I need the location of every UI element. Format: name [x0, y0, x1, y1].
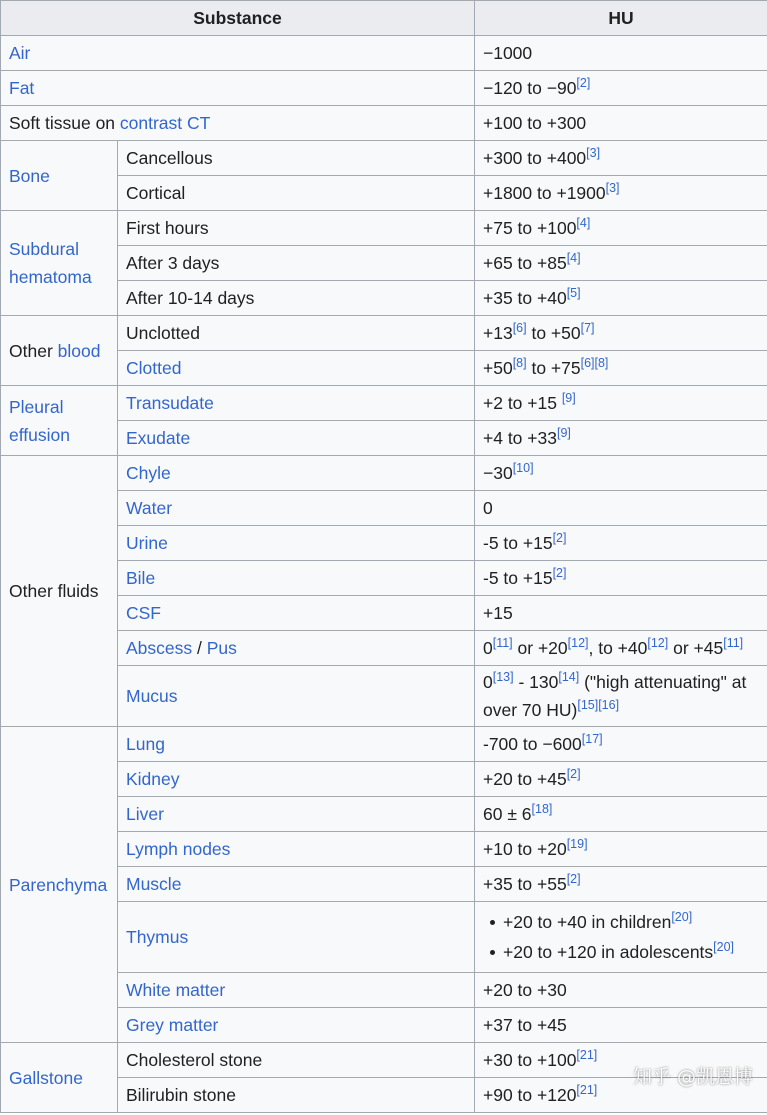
ref-link[interactable]: [3]: [605, 181, 620, 196]
hu-value: +15: [475, 596, 767, 631]
substance-label: Cortical: [118, 176, 475, 211]
hu-value: or +45: [668, 638, 724, 658]
ref-link[interactable]: [14]: [558, 670, 580, 685]
link-gallstone[interactable]: Gallstone: [9, 1067, 83, 1088]
link-thymus[interactable]: Thymus: [126, 927, 189, 947]
link-clotted[interactable]: Clotted: [126, 358, 182, 378]
link-pus[interactable]: Pus: [206, 638, 237, 658]
hu-value: +20 to +45: [483, 769, 567, 789]
link-white-matter[interactable]: White matter: [126, 980, 226, 1000]
ref-link[interactable]: [10]: [512, 461, 534, 476]
ref-link[interactable]: [13]: [492, 670, 514, 685]
hu-value: - 130: [513, 672, 559, 692]
group-label: Other fluids: [1, 456, 118, 727]
table-row: [1, 316, 767, 351]
hu-value: +300 to +400: [483, 148, 587, 168]
link-mucus[interactable]: Mucus: [126, 686, 178, 706]
link-kidney[interactable]: Kidney: [126, 769, 180, 789]
hu-value: +37 to +45: [475, 1008, 767, 1043]
link-bile[interactable]: Bile: [126, 568, 156, 588]
hu-header: HU: [475, 1, 767, 36]
substance-label: After 3 days: [118, 246, 475, 281]
hu-value: +4 to +33: [483, 428, 557, 448]
link-urine[interactable]: Urine: [126, 533, 168, 553]
hu-value: +50: [483, 358, 513, 378]
link-water[interactable]: Water: [126, 498, 173, 518]
ref-link[interactable]: [6][8]: [580, 356, 609, 371]
hu-value: +20 to +30: [475, 973, 767, 1008]
hu-value: or +20: [512, 638, 568, 658]
hu-value: −1000: [475, 36, 767, 71]
ref-link[interactable]: [9]: [556, 426, 571, 441]
ref-link[interactable]: [2]: [552, 531, 567, 546]
hu-value: +2 to +15: [483, 393, 562, 413]
hu-value: ("high attenuating" at over 70 HU): [483, 672, 747, 720]
hu-value: 60 ± 6: [483, 804, 532, 824]
ref-link[interactable]: [15][16]: [577, 698, 620, 713]
link-blood[interactable]: blood: [57, 340, 101, 361]
table-row: [1, 211, 767, 246]
link-exudate[interactable]: Exudate: [126, 428, 191, 448]
ref-link[interactable]: [12]: [567, 636, 589, 651]
ref-link[interactable]: [2]: [566, 872, 581, 887]
ref-link[interactable]: [5]: [566, 286, 581, 301]
hu-value: 0: [483, 638, 493, 658]
hu-value: −120 to −90: [483, 78, 577, 98]
hu-value: to +50: [526, 323, 581, 343]
hu-value: +35 to +40: [483, 288, 567, 308]
hu-value: -5 to +15: [483, 533, 553, 553]
hu-value: 0: [475, 491, 767, 526]
ref-link[interactable]: [2]: [566, 767, 581, 782]
table-row: [1, 71, 767, 106]
hu-value: , to +40: [588, 638, 648, 658]
link-liver[interactable]: Liver: [126, 804, 164, 824]
hu-value: +100 to +300: [475, 106, 767, 141]
ref-link[interactable]: [11]: [492, 636, 513, 651]
hu-value: +35 to +55: [483, 874, 567, 894]
link-air[interactable]: Air: [9, 43, 31, 63]
table-row: [1, 36, 767, 71]
group-label: Other: [9, 340, 58, 361]
ref-link[interactable]: [2]: [576, 76, 591, 91]
link-muscle[interactable]: Muscle: [126, 874, 182, 894]
ref-link[interactable]: [2]: [552, 566, 567, 581]
link-csf[interactable]: CSF: [126, 603, 161, 623]
ref-link[interactable]: [12]: [647, 636, 669, 651]
table-row: [1, 141, 767, 176]
ref-link[interactable]: [21]: [576, 1048, 598, 1063]
hu-value: +20 to +120 in adolescents: [503, 942, 714, 962]
hu-value: to +75: [526, 358, 581, 378]
substance-label: Bilirubin stone: [118, 1078, 475, 1113]
substance-label: Cancellous: [118, 141, 475, 176]
hu-value: −30: [483, 463, 513, 483]
hu-value: 0: [483, 672, 493, 692]
table-row: [1, 106, 767, 141]
substance-header: Substance: [1, 1, 475, 36]
hu-value: +1800 to +1900: [483, 183, 606, 203]
header-row: [1, 1, 767, 36]
link-grey-matter[interactable]: Grey matter: [126, 1015, 219, 1035]
ref-link[interactable]: [17]: [581, 732, 603, 747]
table-row: [1, 727, 767, 762]
separator: /: [192, 638, 207, 658]
table-row: [1, 386, 767, 421]
hu-value: +20 to +40 in children: [503, 912, 672, 932]
ref-link[interactable]: [7]: [580, 321, 595, 336]
link-parenchyma[interactable]: Parenchyma: [9, 874, 108, 895]
hu-value: +10 to +20: [483, 839, 567, 859]
ref-link[interactable]: [20]: [713, 940, 735, 955]
soft-tissue-label: Soft tissue on: [9, 113, 120, 133]
link-lung[interactable]: Lung: [126, 734, 165, 754]
ref-link[interactable]: [8]: [512, 356, 527, 371]
ref-link[interactable]: [20]: [671, 910, 693, 925]
hu-value: -5 to +15: [483, 568, 553, 588]
ref-link[interactable]: [21]: [576, 1083, 598, 1098]
ref-link[interactable]: [18]: [531, 802, 553, 817]
link-abscess[interactable]: Abscess: [126, 638, 193, 658]
ref-link[interactable]: [6]: [512, 321, 527, 336]
hu-value: +13: [483, 323, 513, 343]
hu-value: +75 to +100: [483, 218, 577, 238]
ref-link[interactable]: [9]: [561, 391, 576, 406]
link-pleural-effusion[interactable]: Pleural effusion: [9, 396, 70, 445]
link-fat[interactable]: Fat: [9, 78, 35, 98]
substance-label: Unclotted: [118, 316, 475, 351]
hu-value: +30 to +100: [483, 1050, 577, 1070]
substance-label: Cholesterol stone: [118, 1043, 475, 1078]
hu-value: +90 to +120: [483, 1085, 577, 1105]
link-lymph-nodes[interactable]: Lymph nodes: [126, 839, 231, 859]
ref-link[interactable]: [3]: [586, 146, 601, 161]
hu-value: -700 to −600: [483, 734, 582, 754]
thymus-list: [483, 907, 759, 967]
link-contrast-ct[interactable]: contrast CT: [119, 113, 211, 133]
ref-link[interactable]: [11]: [723, 636, 744, 651]
ref-link[interactable]: [4]: [576, 216, 591, 231]
link-bone[interactable]: Bone: [9, 165, 50, 186]
substance-label: First hours: [118, 211, 475, 246]
substance-label: After 10-14 days: [118, 281, 475, 316]
list-item: [503, 937, 759, 967]
list-item: [503, 907, 759, 937]
watermark: 知乎 @凯恩博: [632, 1066, 753, 1088]
ref-link[interactable]: [4]: [566, 251, 581, 266]
ref-link[interactable]: [19]: [566, 837, 588, 852]
hu-value: +65 to +85: [483, 253, 567, 273]
table-row: [1, 456, 767, 491]
link-transudate[interactable]: Transudate: [126, 393, 214, 413]
link-chyle[interactable]: Chyle: [126, 463, 171, 483]
link-subdural-hematoma[interactable]: Subdural hematoma: [9, 239, 92, 287]
